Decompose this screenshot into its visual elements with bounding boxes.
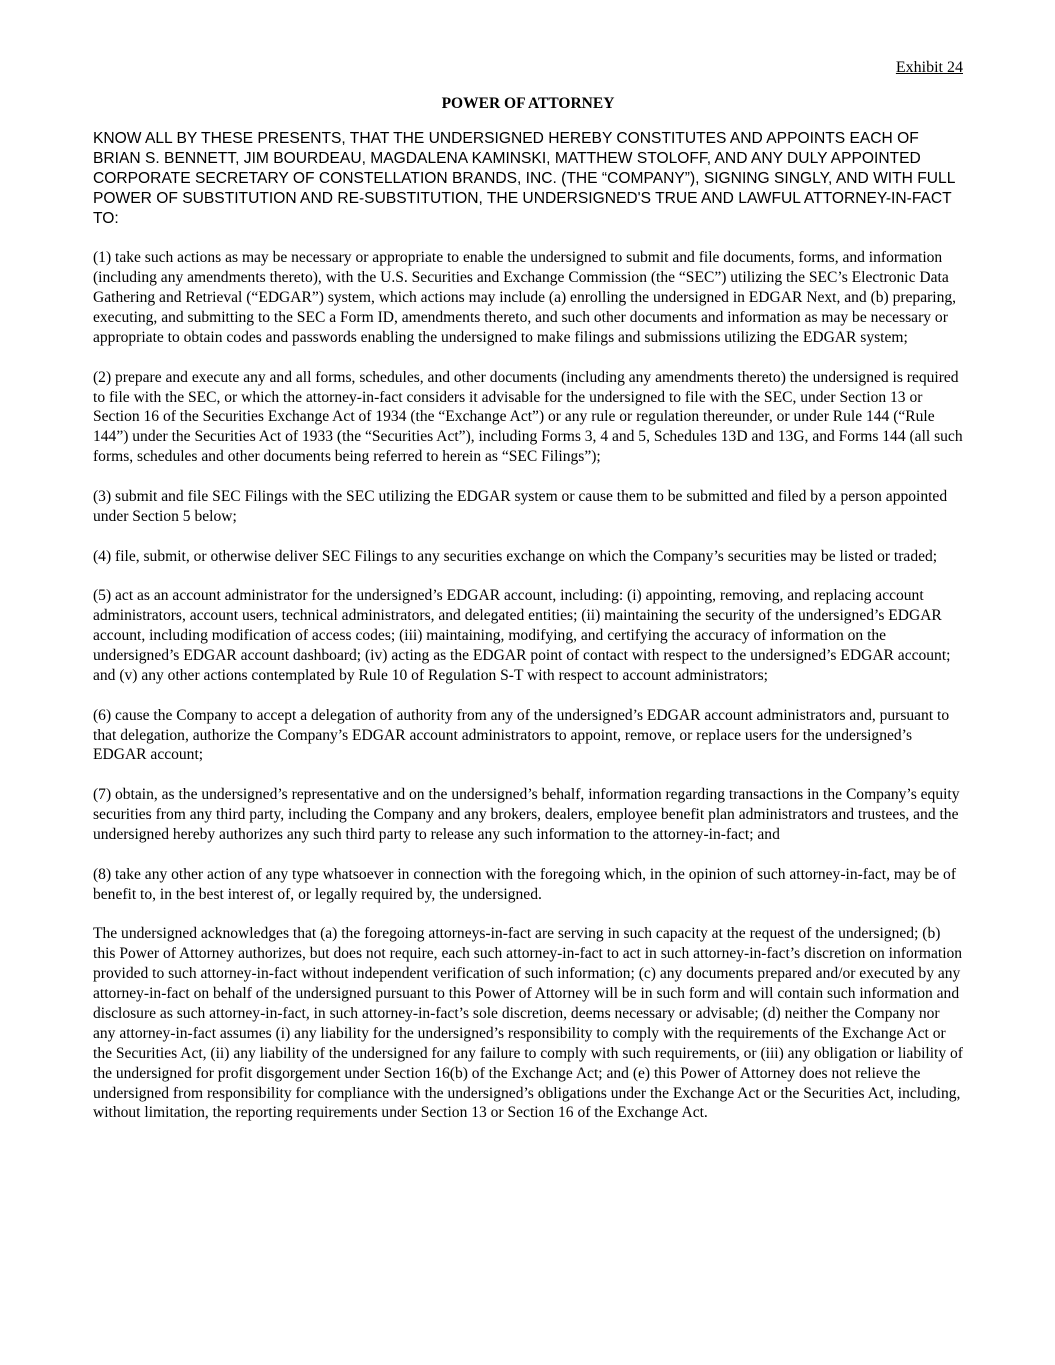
document-page <box>93 58 963 1143</box>
paragraph-3: (3) submit and file SEC Filings with the SEC utilizing the EDGAR system or cause them to be submitted and filed by a person appointed under Section 5 below; <box>93 487 948 525</box>
paragraph-4: (4) file, submit, or otherwise deliver SEC Filings to any securities exchange on which the Company’s securities may be listed or traded; <box>93 547 938 565</box>
paragraph-6: (6) cause the Company to accept a delegation of authority from any of the undersigned’s EDGAR account administrators and, pursuant to that delegation, authorize the Company’s EDGAR account administrators to appoint, remove, or replace users for the undersigned’s EDGAR account; <box>93 706 950 764</box>
paragraph-8: (8) take any other action of any type whatsoever in connection with the foregoing which, in the opinion of such attorney-in-fact, may be of benefit to, in the best interest of, or legally required by, the undersigned. <box>93 865 957 903</box>
preamble-paragraph: KNOW ALL BY THESE PRESENTS, THAT THE UNDERSIGNED HEREBY CONSTITUTES AND APPOINTS EACH OF BRIAN S. BENNETT, JIM BOURDEAU, MAGDALENA KAMINSKI, MATTHEW STOLOFF, AND ANY DULY APPOINTED CORPORATE SECRETARY OF CONSTELLATION BRANDS, INC. (THE “COMPANY”), SIGNING SINGLY, AND WITH FULL POWER OF SUBSTITUTION AND RE-SUBSTITUTION, THE UNDERSIGNED'S TRUE AND LAWFUL ATTORNEY-IN-FACT TO: <box>93 130 955 227</box>
paragraph-2: (2) prepare and execute any and all forms, schedules, and other documents (including any amendments thereto) the undersigned is required to file with the SEC, or which the attorney-in-fact considers it advisable for the undersigned to file with the SEC, under Section 13 or Section 16 of the Securities Exchange Act of 1934 (the “Exchange Act”) or any rule or regulation thereunder, or under Rule 144 (“Rule 144”) under the Securities Act of 1933 (the “Securities Act”), including Forms 3, 4 and 5, Schedules 13D and 13G, and Forms 144 (all such forms, schedules and other documents being referred to herein as “SEC Filings”); <box>93 368 963 466</box>
document-title: POWER OF ATTORNEY <box>441 95 615 112</box>
exhibit-label: Exhibit 24 <box>895 59 963 76</box>
paragraph-1: (1) take such actions as may be necessary or appropriate to enable the undersigned to submit and file documents, forms, and information (including any amendments thereto), with the U.S. Securities and Exchange Commission (the “SEC”) utilizing the SEC’s Electronic Data Gathering and Retrieval (“EDGAR”) system, which actions may include (a) enrolling the undersigned in EDGAR Next, and (b) preparing, executing, and submitting to the SEC a Form ID, amendments thereto, and such other documents and information as may be necessary or appropriate to obtain codes and passwords enabling the undersigned to make filings and submissions utilizing the EDGAR system; <box>93 249 957 346</box>
acknowledgement-paragraph: The undersigned acknowledges that (a) the foregoing attorneys-in-fact are serving in such capacity at the request of the undersigned; (b) this Power of Attorney authorizes, but does not require, each such attorney-in-fact to act in such attorney-in-fact’s discretion on information provided to such attorney-in-fact without independent verification of such information; (c) any documents prepared and/or executed by any attorney-in-fact on behalf of the undersigned pursuant to this Power of Attorney will be in such form and will contain such information and disclosure as such attorney-in-fact, in such attorney-in-fact’s sole discretion, deems necessary or advisable; (d) neither the Company nor any attorney-in-fact assumes (i) any liability for the undersigned’s responsibility to comply with the requirements of the Exchange Act or the Securities Act, (ii) any liability of the undersigned for any failure to comply with such requirements, or (iii) any obligation or liability of the undersigned for profit disgorgement under Section 16(b) of the Exchange Act; and (e) this Power of Attorney does not relieve the undersigned from responsibility for compliance with the undersigned’s obligations under the Exchange Act or the Securities Act, including, without limitation, the reporting requirements under Section 13 or Section 16 of the Exchange Act. <box>93 925 963 1122</box>
paragraph-7: (7) obtain, as the undersigned’s representative and on the undersigned’s behalf, information regarding transactions in the Company’s equity securities from any third party, including the Company and any brokers, dealers, employee benefit plan administrators and trustees, and the undersigned hereby authorizes any such third party to release any such information to the attorney-in-fact; and <box>93 786 960 843</box>
paragraph-5: (5) act as an account administrator for the undersigned’s EDGAR account, including: (i) appointing, removing, and replacing account administrators, account users, technical administrators, and delegated entities; (ii) maintaining the security of the undersigned’s EDGAR account, including modification of access codes; (iii) maintaining, modifying, and certifying the accuracy of information on the undersigned’s EDGAR account dashboard; (iv) acting as the EDGAR point of contact with respect to the undersigned’s EDGAR account; and (v) any other actions contemplated by Rule 10 of Regulation S-T with respect to account administrators; <box>93 587 951 684</box>
